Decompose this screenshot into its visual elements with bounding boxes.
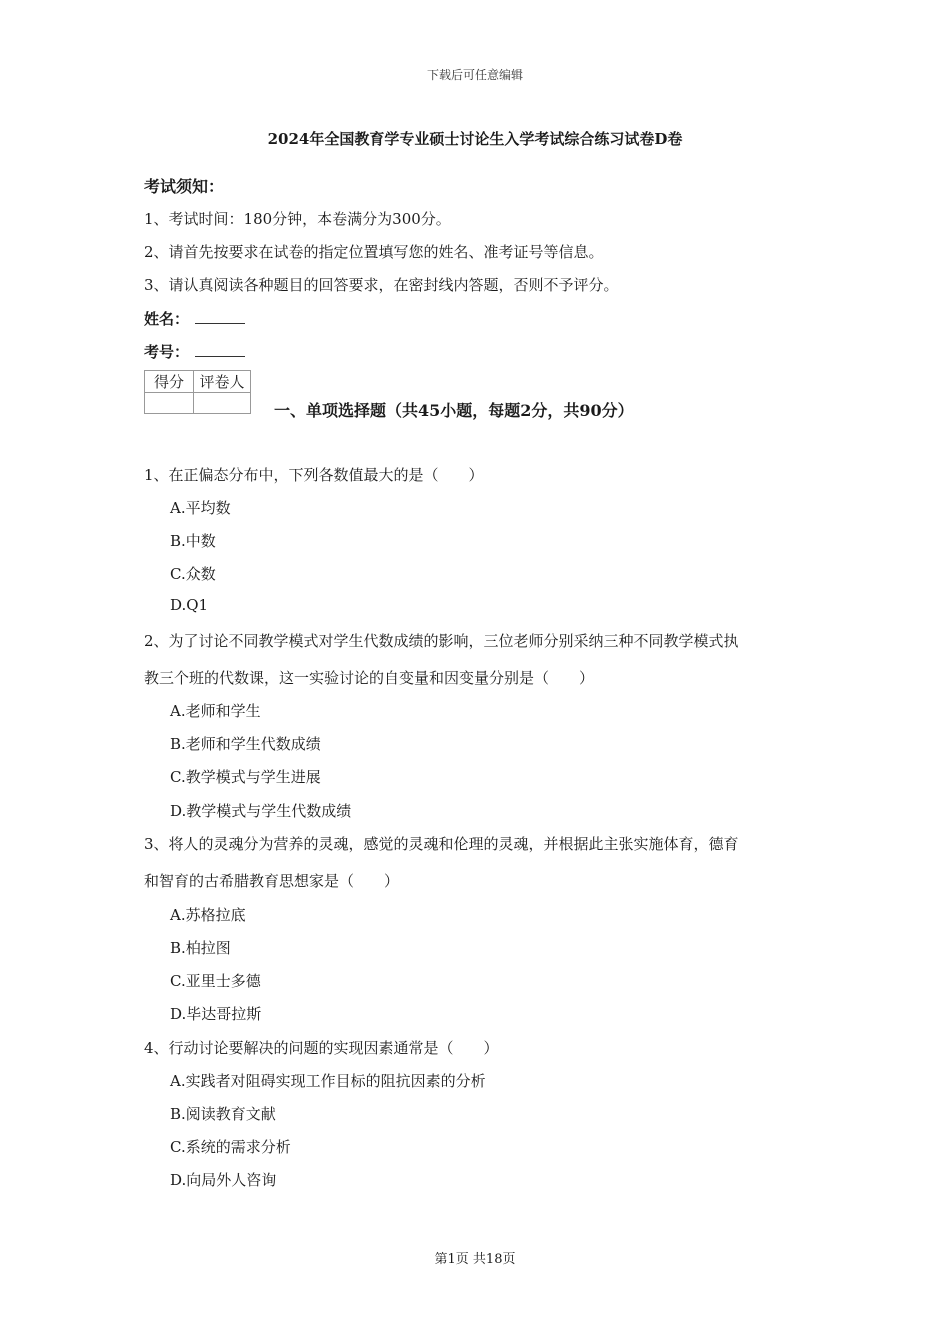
id-label: 考号： xyxy=(144,343,190,361)
name-label: 姓名： xyxy=(144,310,190,328)
answer-option[interactable]: B.柏拉图 xyxy=(170,939,231,957)
score-cell[interactable] xyxy=(145,393,194,414)
answer-option[interactable]: C.系统的需求分析 xyxy=(170,1138,291,1156)
question-stem: 4、行动讨论要解决的问题的实现因素通常是（ ） xyxy=(144,1039,499,1057)
grader-header: 评卷人 xyxy=(194,371,251,393)
answer-option[interactable]: C.亚里士多德 xyxy=(170,972,261,990)
grader-cell[interactable] xyxy=(194,393,251,414)
answer-option[interactable]: A.平均数 xyxy=(170,499,231,517)
answer-option[interactable]: D.教学模式与学生代数成绩 xyxy=(170,802,352,820)
page-footer: 第1页 共18页 xyxy=(434,1252,516,1267)
document-title: 2024年全国教育学专业硕士讨论生入学考试综合练习试卷D卷 xyxy=(267,130,683,148)
question-stem-continued: 教三个班的代数课，这一实验讨论的自变量和因变量分别是（ ） xyxy=(144,669,595,687)
answer-option[interactable]: D.Q1 xyxy=(170,596,209,614)
answer-option[interactable]: D.向局外人咨询 xyxy=(170,1171,277,1189)
question-stem: 1、在正偏态分布中，下列各数值最大的是（ ） xyxy=(144,466,484,484)
header-note: 下载后可任意编辑 xyxy=(426,68,523,82)
notice-heading: 考试须知： xyxy=(144,177,225,196)
answer-option[interactable]: A.苏格拉底 xyxy=(170,906,246,924)
score-header: 得分 xyxy=(145,371,194,393)
name-blank[interactable] xyxy=(195,311,245,324)
id-field[interactable] xyxy=(144,341,245,362)
question-stem: 2、为了讨论不同教学模式对学生代数成绩的影响，三位老师分别采纳三种不同教学模式执 xyxy=(144,632,739,650)
answer-option[interactable]: B.中数 xyxy=(170,532,216,550)
answer-option[interactable]: C.众数 xyxy=(170,565,216,583)
answer-option[interactable]: B.老师和学生代数成绩 xyxy=(170,735,321,753)
notice-item: 2、请首先按要求在试卷的指定位置填写您的姓名、准考证号等信息。 xyxy=(144,243,604,261)
answer-option[interactable]: A.老师和学生 xyxy=(170,702,261,720)
answer-option[interactable]: A.实践者对阻碍实现工作目标的阻抗因素的分析 xyxy=(170,1072,486,1090)
answer-option[interactable]: B.阅读教育文献 xyxy=(170,1105,276,1123)
notice-item: 3、请认真阅读各种题目的回答要求，在密封线内答题，否则不予评分。 xyxy=(144,276,619,294)
notice-item: 1、考试时间：180分钟，本卷满分为300分。 xyxy=(144,210,451,228)
answer-option[interactable]: C.教学模式与学生进展 xyxy=(170,768,321,786)
answer-option[interactable]: D.毕达哥拉斯 xyxy=(170,1005,262,1023)
section-heading: 一、单项选择题（共45小题，每题2分，共90分） xyxy=(274,401,634,420)
question-stem: 3、将人的灵魂分为营养的灵魂，感觉的灵魂和伦理的灵魂，并根据此主张实施体育，德育 xyxy=(144,835,739,853)
score-box xyxy=(144,370,251,414)
name-field[interactable] xyxy=(144,308,245,329)
question-stem-continued: 和智育的古希腊教育思想家是（ ） xyxy=(144,872,400,890)
id-blank[interactable] xyxy=(195,344,245,357)
